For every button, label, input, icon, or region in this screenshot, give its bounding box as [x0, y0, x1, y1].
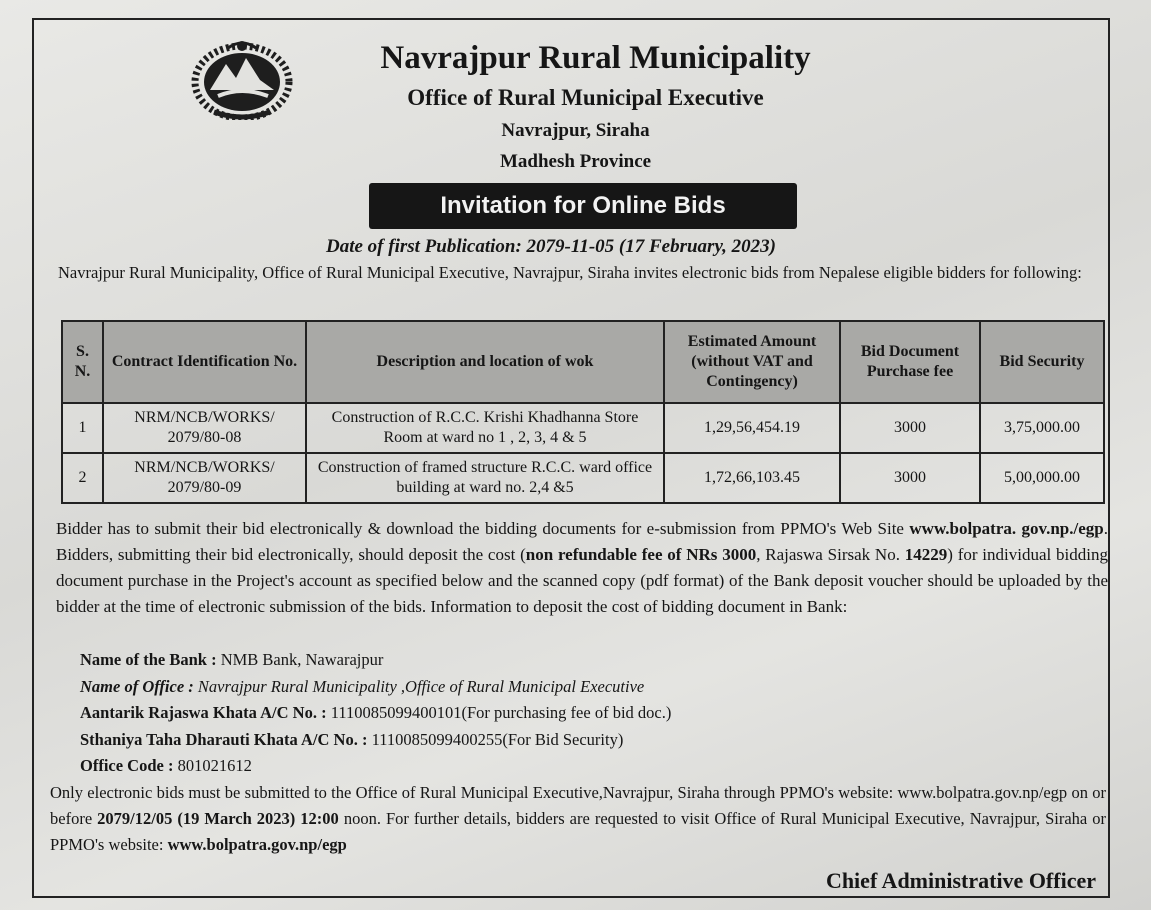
header-sn: S. N. — [62, 321, 103, 403]
header-contract-id: Contract Identification No. — [103, 321, 306, 403]
cell-sn: 1 — [62, 403, 103, 453]
province-name: Madhesh Province — [499, 151, 652, 172]
cell-estimated-amount: 1,29,56,454.19 — [664, 403, 840, 453]
instructions-text: Bidder has to submit their bid electronically & download the bidding documents for e-submission from PPMO's Web Site — [56, 519, 910, 538]
office-name: Office of Rural Municipal Executive — [407, 85, 764, 110]
cell-sn: 2 — [62, 453, 103, 503]
deadline: 2079/12/05 (19 March 2023) 12:00 — [97, 809, 339, 828]
cell-contract-id: NRM/NCB/WORKS/ 2079/80-08 — [103, 403, 306, 453]
cell-contract-id: NRM/NCB/WORKS/ 2079/80-09 — [103, 453, 306, 503]
ppmo-site-link: www.bolpatra. gov.np./egp — [909, 519, 1104, 538]
closing-text: noon. For further details, bidders are requested to visit Office of Rural Municipal Executive, Navrajpur, Siraha or PPMO's website: — [50, 809, 1106, 854]
ppmo-site-link: www.bolpatra.gov.np/egp — [167, 835, 347, 854]
fee-note: non refundable fee of NRs 3000 — [525, 545, 757, 564]
signature-title: Chief Administrative Officer — [825, 868, 1096, 893]
cell-purchase-fee: 3000 — [840, 403, 980, 453]
header-estimated-amount: Estimated Amount (without VAT and Contingency) — [664, 321, 840, 403]
municipality-name: Navrajpur Rural Municipality — [380, 40, 811, 76]
header-bid-security: Bid Security — [980, 321, 1104, 403]
submission-instructions — [56, 516, 1108, 620]
office-code-line — [80, 753, 671, 780]
office-name-label: Name of Office : — [80, 676, 198, 696]
office-location: Navrajpur, Siraha — [501, 120, 650, 141]
bank-name-line — [80, 647, 671, 674]
bank-details — [80, 647, 671, 780]
khata1-label: Aantarik Rajaswa Khata A/C No. : — [80, 703, 331, 722]
office-code-label: Office Code : — [80, 756, 178, 775]
office-name-line — [80, 674, 671, 701]
closing-text: Only electronic bids must be submitted to the Office of Rural Municipal Executive,Navrajpur, Siraha through PPMO's website: www.bolpatra.gov.np/egp on or before — [50, 783, 1106, 828]
bank-name-label: Name of the Bank : — [80, 650, 221, 669]
table-header-row — [62, 321, 1104, 403]
office-name-value: Navrajpur Rural Municipality ,Office of Rural Municipal Executive — [197, 676, 645, 696]
instructions-text: , Rajaswa Sirsak No. — [756, 545, 905, 564]
header-purchase-fee: Bid Document Purchase fee — [840, 321, 980, 403]
khata1-line — [80, 700, 671, 727]
intro-paragraph: Navrajpur Rural Municipality, Office of Rural Municipal Executive, Navrajpur, Siraha invites electronic bids from Nepalese eligible bidders for following: — [58, 263, 1082, 282]
table-row — [62, 453, 1104, 503]
notice-title-banner: Invitation for Online Bids — [369, 183, 797, 229]
khata1-value: 1110085099400101(For purchasing fee of bid doc.) — [330, 703, 672, 722]
sirsak-number: 14229 — [904, 545, 948, 564]
cell-estimated-amount: 1,72,66,103.45 — [664, 453, 840, 503]
office-code-value: 801021612 — [177, 756, 252, 775]
header-description: Description and location of wok — [306, 321, 664, 403]
publication-date: Date of first Publication: 2079-11-05 (17 February, 2023) — [326, 236, 776, 257]
cell-bid-security: 5,00,000.00 — [980, 453, 1104, 503]
khata2-value: 1110085099400255(For Bid Security) — [371, 729, 624, 749]
instructions-text: . Bidders, submitting their bid electronically, should deposit the cost ( — [56, 519, 1108, 564]
cell-purchase-fee: 3000 — [840, 453, 980, 503]
bids-table — [61, 320, 1105, 504]
cell-description: Construction of R.C.C. Krishi Khadhanna Store Room at ward no 1 , 2, 3, 4 & 5 — [306, 403, 664, 453]
closing-paragraph — [50, 780, 1106, 858]
khata2-line — [80, 727, 671, 754]
cell-description: Construction of framed structure R.C.C. ward office building at ward no. 2,4 &5 — [306, 453, 664, 503]
bank-name-value: NMB Bank, Nawarajpur — [220, 650, 384, 669]
instructions-text: ) for individual bidding document purchase in the Project's account as specified below and the scanned copy (pdf format) of the Bank deposit voucher should be uploaded by the bidder at the time of electronic submission of the bids. Information to deposit the cost of bidding document in Bank: — [56, 545, 1108, 616]
khata2-label: Sthaniya Taha Dharauti Khata A/C No. : — [80, 729, 372, 749]
cell-bid-security: 3,75,000.00 — [980, 403, 1104, 453]
table-row — [62, 403, 1104, 453]
